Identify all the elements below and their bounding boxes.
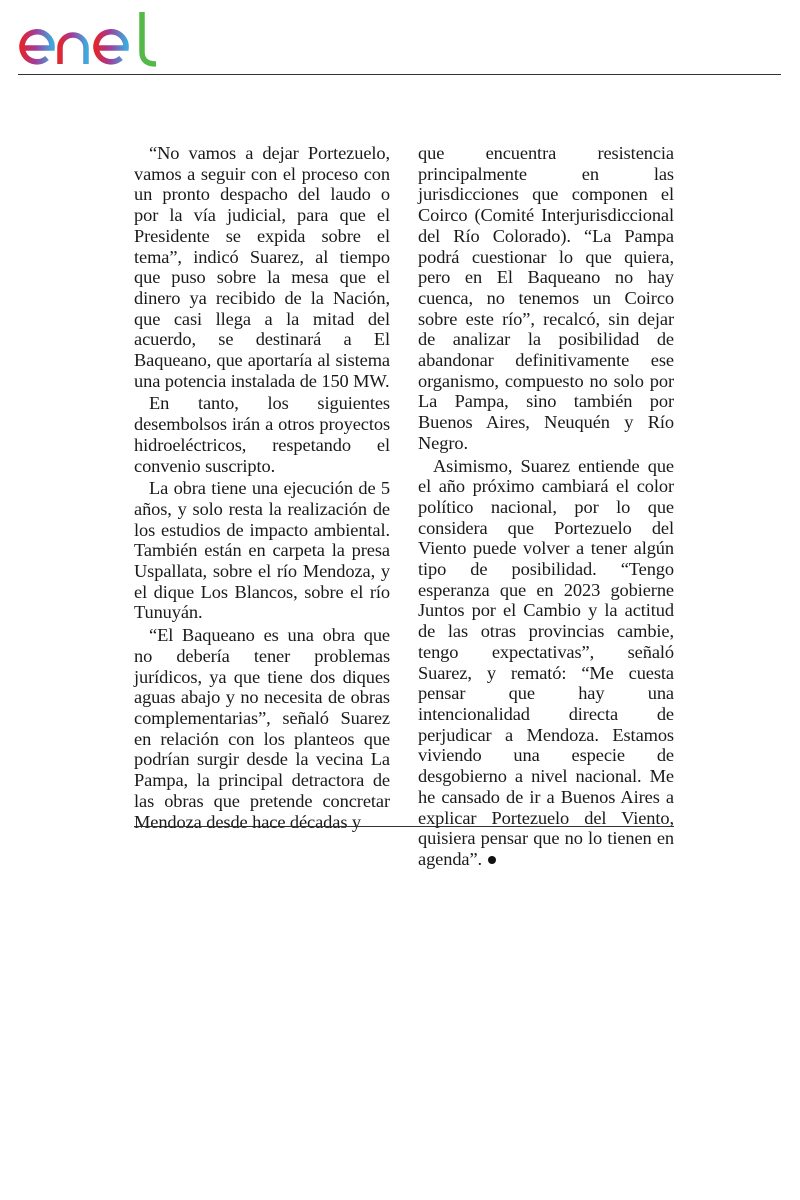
- paragraph-text: Asimismo, Suarez entiende que el año próximo cambiará el color político nacional, por lo que considera que Portezuelo del Viento puede volver a tener algún tipo de posibilidad. “Tengo esperanza que en 2023 gobierne Juntos por el Cambio y la actitud de las otras provincias cambie, tengo expectativas”, señaló Suarez, y remató: “Me cuesta pensar que hay una intencionalidad directa de perjudicar a Mendoza. Estamos viviendo una especie de desgobierno a nivel nacional. Me he cansado de ir a Buenos Aires a explicar Portezuelo del Viento, quisiera pensar que no lo tienen en agenda”.: [418, 455, 674, 869]
- article-end-divider: [134, 826, 674, 827]
- paragraph: “No vamos a dejar Portezuelo, vamos a seguir con el proceso con un pronto despacho del laudo o por la vía judicial, para que el Presidente se expida sobre el tema”, indicó Suarez, al tiempo que puso sobre la mesa que el dinero ya recibido de la Nación, que casi llega a la mitad del acuerdo, se destinará a El Baqueano, que aportaría al sistema una potencia instalada de 150 MW.: [134, 143, 390, 391]
- enel-logo: [18, 8, 178, 70]
- article-columns: [134, 143, 674, 870]
- paragraph-final: [418, 456, 674, 870]
- paragraph: “El Baqueano es una obra que no debería tener problemas jurídicos, ya que tiene dos diques aguas abajo y no necesita de obras complementarias”, señaló Suarez en relación con los planteos que podrían surgir desde la vecina La Pampa, la principal detractora de las obras que pretende concretar Mendoza desde hace décadas y: [134, 625, 390, 832]
- logo-text: enel: [18, 8, 21, 9]
- left-column: [134, 143, 390, 870]
- article: [134, 143, 674, 870]
- header-divider: [18, 74, 781, 75]
- end-of-article-dot: [488, 856, 496, 864]
- paragraph: La obra tiene una ejecución de 5 años, y solo resta la realización de los estudios de impacto ambiental. También están en carpeta la presa Uspallata, sobre el río Mendoza, y el dique Los Blancos, sobre el río Tunuyán.: [134, 478, 390, 623]
- paragraph: que encuentra resistencia principalmente en las jurisdicciones que componen el Coirco (Comité Interjurisdiccional del Río Colorado). “La Pampa podrá cuestionar lo que quiera, pero en El Baqueano no hay cuenca, no tenemos un Coirco sobre este río”, recalcó, sin dejar de analizar la posibilidad de abandonar definitivamente ese organismo, compuesto no solo por La Pampa, sino también por Buenos Aires, Neuquén y Río Negro.: [418, 143, 674, 453]
- right-column: [418, 143, 674, 870]
- paragraph: En tanto, los siguientes desembolsos irán a otros proyectos hidroeléctricos, respetando el convenio suscripto.: [134, 393, 390, 476]
